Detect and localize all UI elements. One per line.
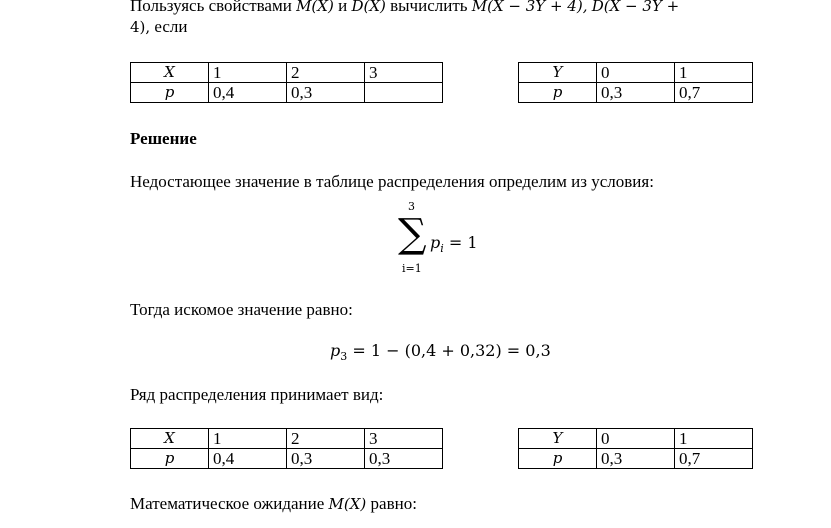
sum-var: p [430, 233, 441, 252]
table-cell: 1 [209, 63, 287, 83]
p-header-cell: p [131, 449, 209, 469]
table-row [519, 449, 753, 469]
table-cell: 0,4 [209, 83, 287, 103]
table-cell: 0,3 [597, 449, 675, 469]
table-cell: 0 [597, 63, 675, 83]
p3-var: p [330, 341, 341, 360]
sum-formula [398, 200, 518, 282]
expectation-suffix: равно: [370, 494, 417, 513]
table-row [519, 429, 753, 449]
y-header-cell: Y [519, 63, 597, 83]
table-cell: 0,4 [209, 449, 287, 469]
expectation-prefix: Математическое ожидание [130, 494, 325, 513]
table-cell: 2 [287, 429, 365, 449]
p-header-cell: p [519, 83, 597, 103]
x-distribution-table-final [130, 428, 443, 469]
line2-expr: 4), [130, 18, 151, 36]
table-row [131, 63, 443, 83]
d-expression: D(X − 3Y + [591, 0, 680, 15]
table-cell: 1 [209, 429, 287, 449]
table-cell: 2 [287, 63, 365, 83]
sigma-symbol: ∑ [398, 211, 427, 257]
x-header-cell: X [131, 63, 209, 83]
problem-line-2 [130, 17, 188, 37]
table-cell: 3 [365, 429, 443, 449]
table-cell: 0 [597, 429, 675, 449]
table-cell: 0,7 [675, 449, 753, 469]
dx-expr: D(X) [351, 0, 386, 15]
y-distribution-table-initial [518, 62, 753, 103]
sum-lower-limit: i=1 [402, 262, 422, 275]
table-row [131, 449, 443, 469]
p-header-cell: p [131, 83, 209, 103]
y-distribution-table-final [518, 428, 753, 469]
line2-suffix: если [154, 17, 188, 36]
table-cell: 0,3 [287, 449, 365, 469]
table-cell: 3 [365, 63, 443, 83]
table-cell: 0,3 [597, 83, 675, 103]
table-cell-empty [365, 83, 443, 103]
series-text: Ряд распределения принимает вид: [130, 385, 384, 404]
y-header-cell: Y [519, 429, 597, 449]
problem-prefix: Пользуясь свойствами [130, 0, 292, 15]
table-cell: 0,3 [365, 449, 443, 469]
solution-heading: Решение [130, 129, 197, 148]
table-row [519, 83, 753, 103]
sum-rhs: = 1 [443, 233, 478, 252]
x-distribution-table-initial [130, 62, 443, 103]
m-expression: M(X − 3Y + 4), [471, 0, 588, 15]
then-text: Тогда искомое значение равно: [130, 300, 353, 319]
p3-subscript: 3 [340, 350, 348, 363]
sum-body [430, 233, 478, 255]
p3-formula [330, 341, 551, 363]
x-header-cell: X [131, 429, 209, 449]
compute-word: вычислить [390, 0, 468, 15]
expectation-text [130, 494, 417, 514]
missing-value-text: Недостающее значение в таблице распределения определим из условия: [130, 172, 654, 191]
table-row [131, 83, 443, 103]
table-cell: 0,3 [287, 83, 365, 103]
p3-rhs: = 1 − (0,4 + 0,32) = 0,3 [347, 341, 551, 360]
sum-subscript: i [440, 242, 444, 255]
p-header-cell: p [519, 449, 597, 469]
table-cell: 0,7 [675, 83, 753, 103]
mx-expr: M(X) [296, 0, 334, 15]
and-word: и [338, 0, 348, 15]
table-cell: 1 [675, 63, 753, 83]
sum-upper-limit: 3 [408, 200, 415, 213]
problem-line-1 [130, 0, 679, 16]
table-row [131, 429, 443, 449]
table-cell: 1 [675, 429, 753, 449]
expectation-mx: M(X) [328, 495, 367, 513]
table-row [519, 63, 753, 83]
